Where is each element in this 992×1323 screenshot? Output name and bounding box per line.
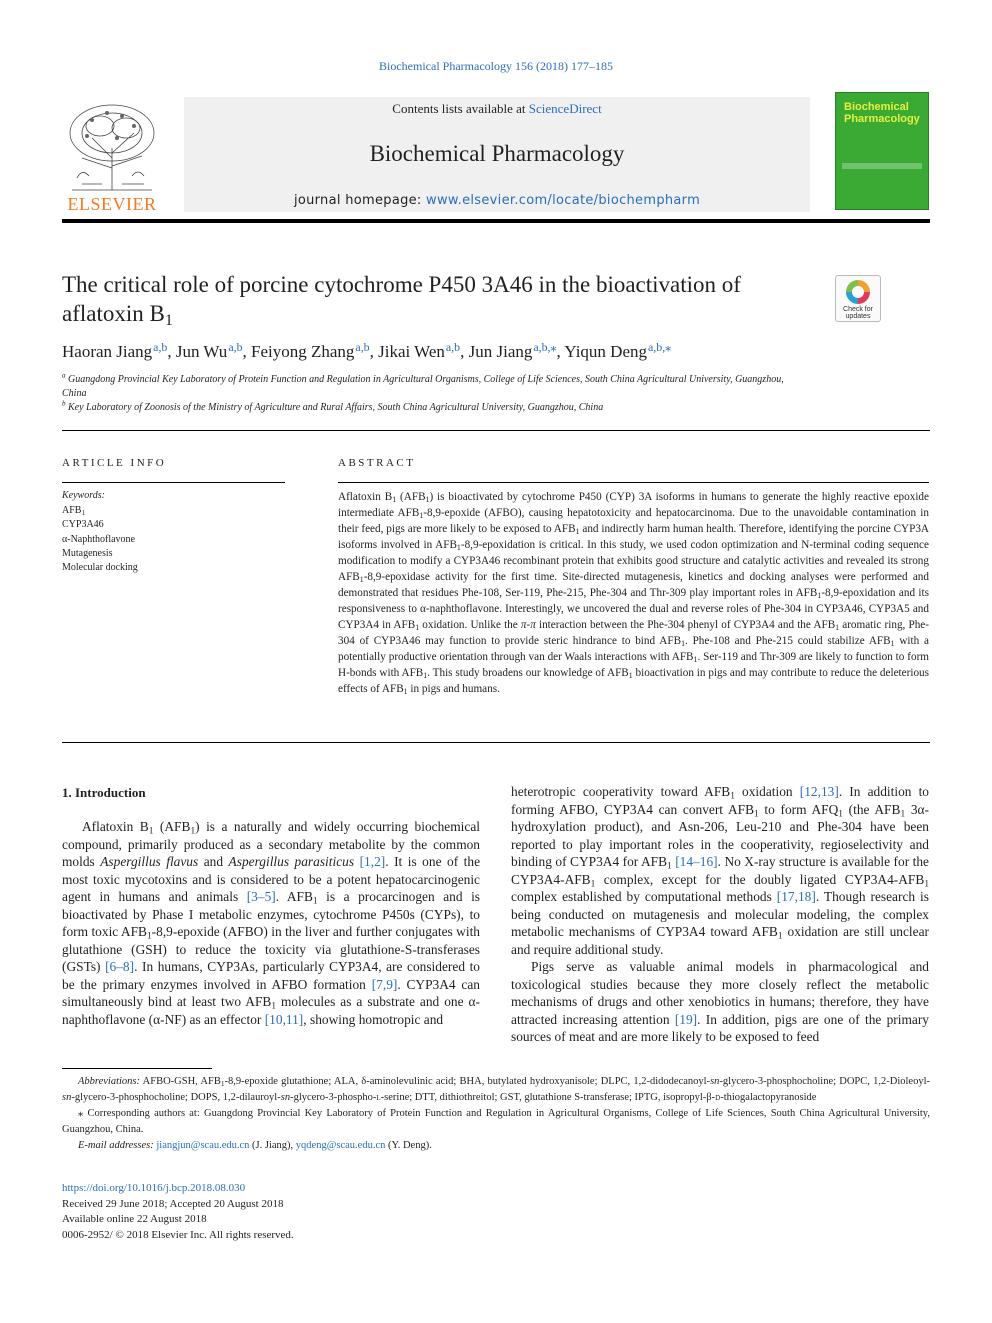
email-owner: (Y. Deng). bbox=[385, 1140, 432, 1151]
corresponding-footnote: ⁎ Corresponding authors at: Guangdong Provincial Key Laboratory of Protein Function and Regulation in Agricultural Organisms, College of Life Sciences, South China Agricultural University, Guangzhou, China. bbox=[62, 1108, 930, 1135]
author-list: Haoran Jiang$^{a,b}$, Jun Wu$^{a,b}$, Feiyong Zhang$^{a,b}$, Jikai Wen$^{a,b}$, Jun Jiang$^{a,b,⁎}$, Yiqun Deng$^{a,b,⁎}$ bbox=[62, 340, 672, 361]
citation-link[interactable]: [17,18] bbox=[776, 889, 816, 904]
doi-link[interactable]: https://doi.org/10.1016/j.bcp.2018.08.030 bbox=[62, 1182, 246, 1194]
title-subscript: 1 bbox=[164, 312, 173, 330]
paragraph: Pigs serve as valuable animal models in pharmacological and toxicological studies because they more closely reflect the metabolic mechanisms of drugs and other xenobiotics in humans; therefore, they have attracted increasing attention [19]. In addition, pigs are one of the primary sources of meat and are more likely to be exposed to feed bbox=[511, 959, 930, 1044]
email-link[interactable]: yqdeng@scau.edu.cn bbox=[295, 1140, 386, 1151]
citation-link[interactable]: [3–5] bbox=[246, 889, 276, 904]
footnotes bbox=[62, 1074, 930, 1154]
abstract-text: Aflatoxin $B_1$ $(AFB_1)$ is bioactivated by cytochrome P450 (CYP) 3A isoforms in humans to generate the highly reactive epoxide intermediate $AFB_1-8,9$-epoxide (AFBO), causing hepatotoxicity and hepatocarcinoma. Due to the unavoidable contamination in their feed, pigs are more likely to be exposed to $AFB_1$ and indirectly harm human health. Therefore, identifying the porcine CYP3A isoforms involved in $AFB_1-8,9$-epoxidation is critical. In this study, we used codon optimization and N-terminal coding sequence modification to modify a CYP3A46 recombinant protein that exhibits good structure and catalytic activities and revealed its strong $AFB_1-8,9$-epoxidase activity for the first time. Site-directed mutagenesis, kinetics and docking analyses were performed and demonstrated that residues Phe-108, Ser-119, Phe-215, Phe-304 and Thr-309 play important roles in $AFB_1-8,9$-epoxidation and its responsiveness to α-naphthoflavone. Interestingly, we uncovered the dual and reverse roles of Phe-304 in CYP3A46, CYP3A5 and CYP3A4 in $AFB_1$ oxidation. Unlike the π-π interaction between the Phe-304 phenyl of CYP3A4 and the $AFB_1$ aromatic ring, Phe-304 of CYP3A46 may function to provide steric hindrance to bind $AFB_1$. Phe-108 and Phe-215 could stabilize $AFB_1$ with a potentially productive orientation through van der Waals interactions with $AFB_1$. Ser-119 and Thr-309 are likely to function to form H-bonds with $AFB_1$. This study broadens our knowledge of $AFB_1$ bioactivation in pigs and may contribute to reduce the deleterious effects of $AFB_1$ in pigs and humans. bbox=[338, 491, 930, 696]
keyword: Molecular docking bbox=[62, 562, 138, 574]
contents-line bbox=[184, 101, 810, 117]
affiliation-label: a bbox=[62, 371, 66, 380]
author-name[interactable]: Jun Jiang bbox=[468, 342, 533, 361]
elsevier-wordmark: ELSEVIER bbox=[67, 194, 157, 214]
author-name[interactable]: Jun Wu bbox=[175, 342, 228, 361]
paragraph: Aflatoxin $B_1$ $(AFB_1)$ is a naturally and widely occurring biochemical compound, primarily produced as a secondary metabolite by the common molds Aspergillus flavus and Aspergillus parasiticus [1,2]. It is one of the most toxic mycotoxins and is considered to be a potent hepatocarcinogenic agent in humans and animals [3–5]. $AFB_1$ is a procarcinogen and is bioactivated by Phase I metabolic enzymes, cytochrome P450s (CYPs), to form toxic $AFB_1-8,9$-epoxide (AFBO) in the liver and further conjugates with glutathione (GSH) to reduce the toxicity via glutathione-S-transferases (GSTs) [6–8]. In humans, CYP3As, particularly CYP3A4, are considered to be the primary enzymes involved in AFBO formation [7,9]. CYP3A4 can simultaneously bind at least two $AFB_1$ molecules as a substrate and one α-naphthoflavone (α-NF) as an effector [10,11], showing homotropic and bbox=[62, 819, 481, 1027]
journal-name: Biochemical Pharmacology bbox=[369, 141, 625, 166]
author-affiliation-link[interactable]: a,b bbox=[355, 340, 370, 355]
article-info-heading: ARTICLE INFO bbox=[62, 457, 167, 469]
divider bbox=[62, 430, 930, 431]
author-affiliation-link[interactable]: a,b bbox=[445, 340, 461, 355]
citation-link[interactable]: [14–16] bbox=[675, 854, 718, 869]
abbreviations-footnote: Abbreviations: AFBO-GSH, $AFB_1-8,9$-epoxide glutathione; ALA, δ-aminolevulinic acid; BHA, butylated hydroxyanisole; DLPC, 1,2-didodecanoyl-sn-glycero-3-phosphocholine; DOPC, 1,2-Dioleoyl-sn-glycero-3-phosphocholine; DOPS, 1,2-dilauroyl-sn-glycero-3-phospho-l-serine; DTT, dithiothreitol; GST, glutathione S-transferase; IPTG, isopropyl-β-d-thiogalactopyranoside bbox=[62, 1076, 930, 1103]
check-updates-icon-center bbox=[852, 286, 864, 298]
email-owner: (J. Jiang), bbox=[249, 1140, 296, 1151]
affiliation-text: Key Laboratory of Zoonosis of the Ministry of Agriculture and Rural Affairs, South China Agricultural University, Guangzhou, China bbox=[68, 402, 604, 413]
author-affiliation-link[interactable]: a,b,⁎ bbox=[648, 340, 672, 355]
body-column-left bbox=[62, 818, 480, 1028]
publication-info bbox=[62, 1181, 294, 1243]
cover-title: Biochemical Pharmacology bbox=[844, 101, 920, 125]
received-date: Received 29 June 2018; Accepted 20 August 2018 bbox=[62, 1197, 284, 1210]
divider bbox=[338, 482, 929, 483]
affiliation-b bbox=[62, 401, 802, 415]
journal-cover-image[interactable] bbox=[835, 92, 929, 210]
sciencedirect-link[interactable]: ScienceDirect bbox=[528, 101, 602, 116]
article-title bbox=[62, 270, 822, 328]
title-text: The critical role of porcine cytochrome P450 3A46 in the bioactivation of aflatoxin B bbox=[62, 272, 741, 326]
author-affiliation-link[interactable]: a,b,⁎ bbox=[533, 340, 557, 355]
citation-link[interactable]: [7,9] bbox=[371, 976, 398, 992]
keyword: $AFB_1$ bbox=[62, 505, 85, 517]
contents-prefix: Contents lists available at bbox=[392, 101, 529, 116]
keyword: Mutagenesis bbox=[62, 547, 113, 559]
homepage-link[interactable]: www.elsevier.com/locate/biochempharm bbox=[426, 193, 701, 208]
footnote-rule bbox=[62, 1068, 212, 1069]
journal-reference[interactable]: Biochemical Pharmacology 156 (2018) 177–185 bbox=[379, 59, 613, 73]
divider bbox=[62, 482, 285, 483]
homepage-prefix: journal homepage: bbox=[293, 193, 427, 208]
citation-link[interactable]: [10,11] bbox=[264, 1011, 304, 1027]
check-for-updates-button[interactable] bbox=[835, 275, 881, 322]
affiliation-text: Guangdong Provincial Key Laboratory of Protein Function and Regulation in Agricultural Organisms, College of Life Sciences, South China Agricultural University, Guangzhou, China bbox=[62, 374, 784, 399]
email-label: E-mail addresses: bbox=[78, 1140, 157, 1151]
affiliation-a bbox=[62, 373, 802, 401]
section-heading: 1. Introduction bbox=[62, 785, 146, 800]
check-updates-label: Check for updates bbox=[843, 306, 873, 320]
author-name[interactable]: Yiqun Deng bbox=[564, 342, 647, 361]
keywords-label: Keywords: bbox=[62, 490, 105, 501]
author-affiliation-link[interactable]: a,b bbox=[228, 340, 243, 355]
author-name[interactable]: Haoran Jiang bbox=[62, 342, 153, 361]
citation-link[interactable]: [19] bbox=[674, 1011, 698, 1027]
author-name[interactable]: Feiyong Zhang bbox=[251, 342, 355, 361]
divider bbox=[62, 742, 930, 743]
keyword: CYP3A46 bbox=[62, 519, 104, 531]
header-rule bbox=[62, 219, 930, 223]
citation-link[interactable]: [6–8] bbox=[105, 959, 135, 974]
homepage-line bbox=[184, 193, 810, 208]
body-column-right bbox=[511, 783, 929, 1046]
author-affiliation-link[interactable]: a,b bbox=[153, 340, 168, 355]
abstract-heading: ABSTRACT bbox=[338, 457, 416, 469]
affiliation-label: b bbox=[62, 399, 66, 408]
email-footnote bbox=[62, 1138, 930, 1154]
online-date: Available online 22 August 2018 bbox=[62, 1213, 207, 1225]
author-name[interactable]: Jikai Wen bbox=[378, 342, 445, 361]
email-link[interactable]: jiangjun@scau.edu.cn bbox=[156, 1140, 250, 1151]
citation-link[interactable]: [12,13] bbox=[799, 784, 839, 799]
paragraph: heterotropic cooperativity toward $AFB_1$ oxidation [12,13]. In addition to forming AFBO, CYP3A4 can convert $AFB_1$ to form $AFQ_1$ (the $AFB_1$ 3α-hydroxylation product), and Asn-206, Leu-210 and Phe-304 have been reported to play important roles in the cooperativity, regioselectivity and binding of CYP3A4 for $AFB_1$ [14–16]. No X-ray structure is available for the $CYP3A4-AFB_1$ complex, except for the doubly ligated $CYP3A4-AFB_1$ complex established by computational methods [17,18]. Though research is being conducted on mutagenesis and molecular modeling, the complex metabolic mechanisms of CYP3A4 toward $AFB_1$ oxidation are still unclear and require additional study. bbox=[511, 784, 929, 957]
citation-link[interactable]: [1,2] bbox=[359, 854, 386, 869]
copyright: 0006-2952/ © 2018 Elsevier Inc. All rights reserved. bbox=[62, 1228, 294, 1241]
cover-band bbox=[842, 163, 922, 169]
keyword: α-Naphthoflavone bbox=[62, 533, 135, 545]
keywords-list bbox=[62, 504, 138, 575]
